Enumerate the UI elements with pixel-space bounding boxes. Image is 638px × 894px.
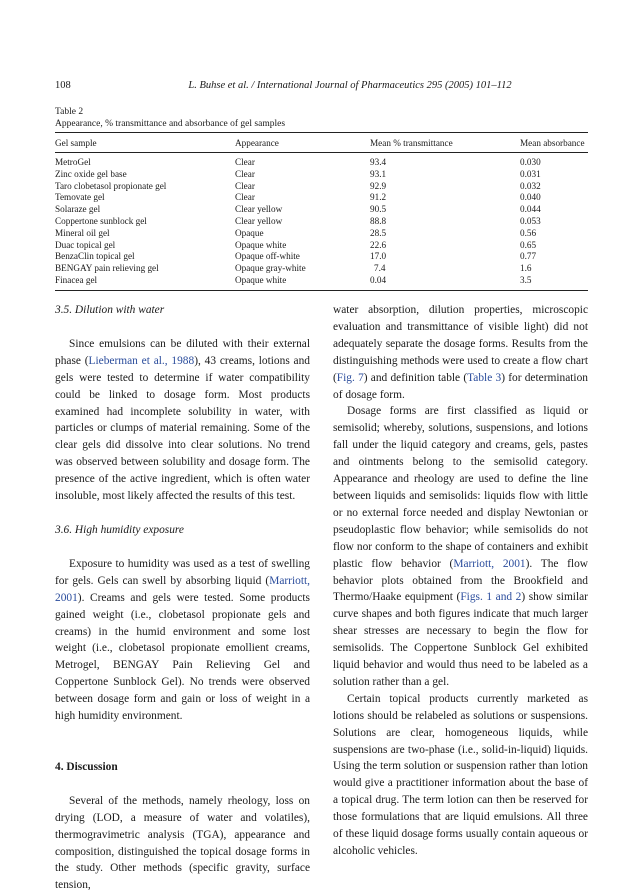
left-column <box>55 302 310 894</box>
table-row <box>55 240 588 252</box>
table-cell: MetroGel <box>55 157 91 167</box>
table-row <box>55 275 588 290</box>
paragraph: water absorption, dilution properties, microscopic evaluation and transmittance of visible light) did not adequately separate the dosage forms. Results from the distinguishing methods were used to create a flow chart (Fig. 7) and definition table (Table 3) for determination of dosage form. <box>333 304 588 401</box>
table-title: Appearance, % transmittance and absorbance of gel samples <box>55 119 286 129</box>
paragraph: Several of the methods, namely rheology, loss on drying (LOD, a measure of water and volatiles), thermogravimetric analysis (TGA), appearance and composition, distinguished the topical dosage forms in the study. Other methods (specific gravity, surface tension, <box>55 794 310 892</box>
table-cell: Finacea gel <box>55 274 98 285</box>
table-row <box>55 216 588 228</box>
table-cell: Clear yellow <box>235 215 283 226</box>
table-cell: 0.65 <box>520 239 537 250</box>
table-cell: Clear <box>235 192 255 203</box>
table-header-row <box>55 133 588 153</box>
table-cell: 7.4 <box>374 263 386 274</box>
column-header: Mean % transmittance <box>370 137 453 148</box>
table-cell: 0.56 <box>520 227 537 238</box>
table-cell: Opaque white <box>235 274 287 285</box>
table-cell: 3.5 <box>520 274 532 285</box>
table-cell: Duac topical gel <box>55 239 116 250</box>
appearance-table <box>55 132 588 291</box>
running-head: L. Buhse et al. / International Journal of Pharmaceutics 295 (2005) 101–112 <box>188 80 512 91</box>
table-cell: 0.040 <box>520 192 541 203</box>
table-cell: 90.5 <box>370 204 387 215</box>
table-cell: Clear yellow <box>235 204 283 215</box>
section-heading: 4. Discussion <box>55 760 118 773</box>
paragraph: Certain topical products currently marketed as lotions should be relabeled as solutions or suspensions. Solutions are clear, homogeneous liquids, while suspensions are two-phase (i.e., solid-in-liquid) liquids. Using the term solution or suspension rather than lotion would give a practitioner information about the base of a topical drug. The term lotion can then be reserved for those formulations that are liquid emulsions. All three of these liquid dosage forms usually contain aqueous or alcoholic vehicles. <box>333 692 588 857</box>
table-cell: 17.0 <box>370 251 387 262</box>
table-cell: 93.4 <box>370 157 387 167</box>
table-cell: 0.053 <box>520 215 541 226</box>
table-row <box>55 263 588 275</box>
table-cell: 91.2 <box>370 192 387 203</box>
table-cell: Coppertone sunblock gel <box>55 215 147 226</box>
table-cell: Clear <box>235 168 255 179</box>
figure-link[interactable]: Fig. 7 <box>336 371 364 384</box>
table-row <box>55 192 588 204</box>
section-heading: 3.5. Dilution with water <box>55 304 165 316</box>
citation-link[interactable]: Marriott, 2001 <box>453 557 526 570</box>
page-number: 108 <box>55 80 71 91</box>
table-cell: 93.1 <box>370 168 387 179</box>
table-cell: Temovate gel <box>55 192 105 203</box>
table-caption <box>55 106 285 130</box>
table-cell: 0.031 <box>520 168 541 179</box>
table-row <box>55 153 588 169</box>
table-cell: Opaque white <box>235 239 287 250</box>
column-header: Appearance <box>235 137 279 148</box>
right-column <box>333 302 588 860</box>
paragraph: Since emulsions can be diluted with their external phase (Lieberman et al., 1988), 43 creams, lotions and gels were tested to determine if water compatibility could be linked to dosage form. Most products examined had incomplete solubility in water, with particles or clumps of material remaining. Some of the clear gels did dissolve into clear solutions. No trend was observed between solubility and dosage form. The presence of the active ingredient, which is often water insoluble, most likely affected the results of this test. <box>55 337 311 503</box>
paragraph: Dosage forms are first classified as liquid or semisolid; whereby, solutions, suspensions, and lotions fall under the liquid category and creams, gels, pastes and ointments belong to the semisolid category. Appearance and rheology are used to define the line between liquids and semisolids: liquids flow with little or no external force needed and display Newtonian or pseudoplastic flow behavior; while semisolids do not flow nor conform to the shape of containers and exhibit plastic flow behavior (Marriott, 2001). The flow behavior plots obtained from the Brookfield and Thermo/Haake equipment (Figs. 1 and 2) show similar curve shapes and both figures indicate that much larger shear stresses are necessary to begin the flow for semisolids. The Coppertone Sunblock Gel exhibited liquid behavior and would thus need to be labeled as a solution rather than a gel. <box>333 405 589 688</box>
table-cell: 0.032 <box>520 180 541 191</box>
table-cell: 0.030 <box>520 157 541 167</box>
table-cell: Mineral oil gel <box>55 227 110 238</box>
table-cell: BenzaClin topical gel <box>55 251 135 262</box>
table-cell: 0.04 <box>370 274 387 285</box>
table-cell: 0.77 <box>520 251 537 262</box>
table-row <box>55 251 588 263</box>
table-cell: Clear <box>235 157 255 167</box>
column-header: Mean absorbance <box>520 137 585 148</box>
table-cell: 88.8 <box>370 215 387 226</box>
table-cell: Taro clobetasol propionate gel <box>55 180 167 191</box>
table-row <box>55 204 588 216</box>
table-link[interactable]: Table 3 <box>467 371 502 384</box>
table-cell: Clear <box>235 180 255 191</box>
column-header: Gel sample <box>55 137 97 148</box>
table-row <box>55 169 588 181</box>
citation-link[interactable]: Marriott, 2001 <box>55 574 310 604</box>
paragraph: Exposure to humidity was used as a test of swelling for gels. Gels can swell by absorbing liquid (Marriott, 2001). Creams and gels were tested. Some products gained weight (i.e., clobetasol propionate gels and creams) in the humid environment and some lost weight (i.e., clobetasol propionate emollient creams, Metrogel, BENGAY Pain Relieving Gel and Coppertone Sunblock Gel). No trends were observed between dosage form and gain or loss of weight in a high humidity environment. <box>55 557 310 723</box>
table-cell: 0.044 <box>520 204 541 215</box>
table-cell: 22.6 <box>370 239 387 250</box>
table-row <box>55 181 588 193</box>
table-cell: Solaraze gel <box>55 204 101 215</box>
table-cell: Zinc oxide gel base <box>55 168 127 179</box>
table-cell: 1.6 <box>520 263 532 274</box>
table-cell: 28.5 <box>370 227 387 238</box>
table-label: Table 2 <box>55 107 84 117</box>
table-cell: BENGAY pain relieving gel <box>55 263 159 274</box>
figure-link[interactable]: Figs. 1 and 2 <box>460 591 522 604</box>
table-cell: Opaque <box>235 227 264 238</box>
table-row <box>55 228 588 240</box>
table-cell: Opaque gray-white <box>235 263 306 274</box>
table-cell: 92.9 <box>370 180 387 191</box>
section-heading: 3.6. High humidity exposure <box>55 523 184 536</box>
table-cell: Opaque off-white <box>235 251 300 262</box>
citation-link[interactable]: Lieberman et al., 1988 <box>88 354 195 367</box>
